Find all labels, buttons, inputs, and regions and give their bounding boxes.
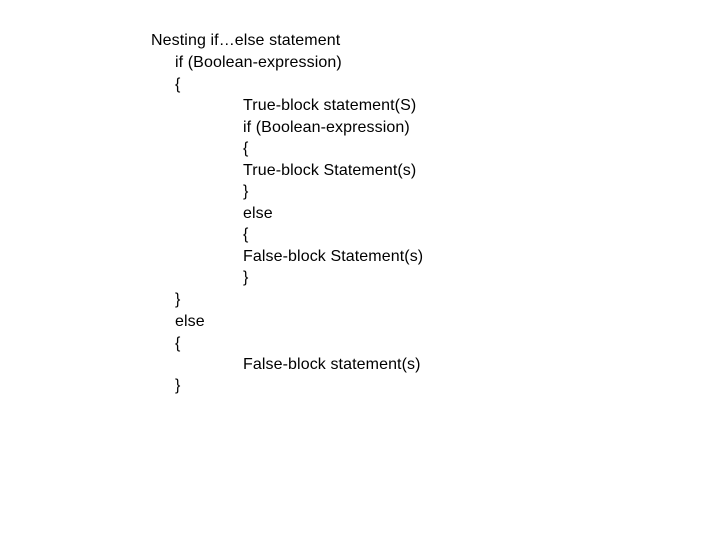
- code-line: {: [243, 226, 249, 243]
- code-line: True-block statement(S): [243, 97, 417, 114]
- code-line: {: [175, 76, 181, 93]
- code-line: }: [175, 377, 181, 394]
- slide-title: Nesting if…else statement: [151, 32, 341, 49]
- code-line: else: [175, 313, 205, 330]
- code-line: {: [175, 335, 181, 352]
- code-line: else: [243, 205, 273, 222]
- code-line: }: [175, 291, 181, 308]
- code-line: }: [243, 269, 249, 286]
- code-line: }: [243, 183, 249, 200]
- code-line: True-block Statement(s): [243, 162, 417, 179]
- code-line: False-block Statement(s): [243, 248, 424, 265]
- code-line: False-block statement(s): [243, 356, 421, 373]
- code-line: if (Boolean-expression): [175, 54, 342, 71]
- code-line: if (Boolean-expression): [243, 119, 410, 136]
- code-line: {: [243, 140, 249, 157]
